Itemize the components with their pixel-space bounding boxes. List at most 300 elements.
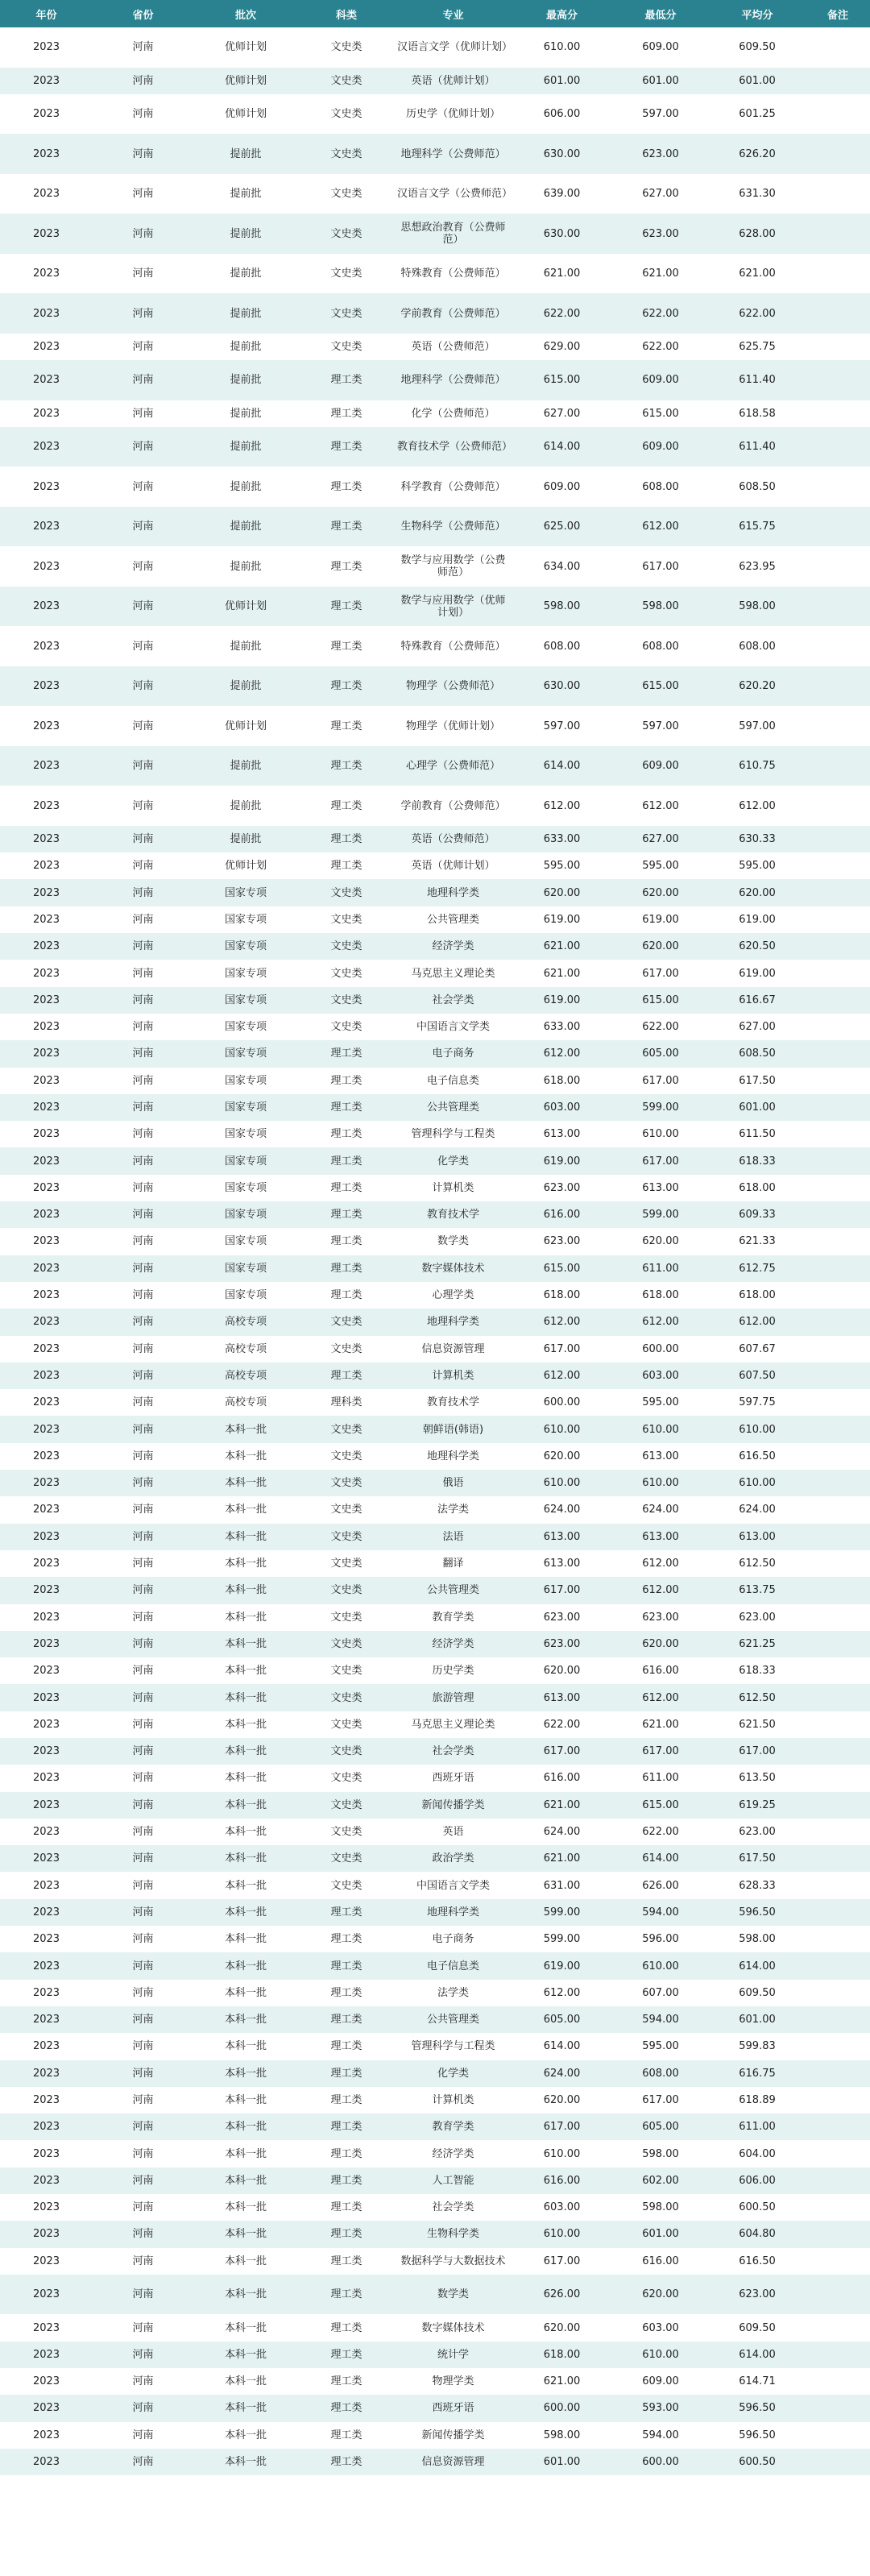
cell-remarks bbox=[806, 1765, 870, 1791]
table-row bbox=[0, 1577, 870, 1603]
cell-max-score: 617.00 bbox=[512, 1738, 612, 1765]
cell-category: 理工类 bbox=[298, 1040, 395, 1067]
cell-year: 2023 bbox=[0, 214, 93, 254]
cell-year: 2023 bbox=[0, 1684, 93, 1711]
cell-remarks bbox=[806, 1094, 870, 1121]
cell-category: 理工类 bbox=[298, 546, 395, 587]
cell-min-score: 609.00 bbox=[612, 27, 709, 68]
cell-avg-score: 618.33 bbox=[709, 1657, 806, 1684]
cell-batch: 优师计划 bbox=[193, 706, 298, 746]
cell-avg-score: 607.67 bbox=[709, 1336, 806, 1363]
cell-min-score: 613.00 bbox=[612, 1175, 709, 1201]
table-row bbox=[0, 174, 870, 214]
table-row bbox=[0, 1443, 870, 1470]
table-row bbox=[0, 400, 870, 427]
cell-province: 河南 bbox=[93, 2087, 193, 2113]
cell-year: 2023 bbox=[0, 1014, 93, 1040]
cell-max-score: 622.00 bbox=[512, 1711, 612, 1738]
cell-major: 公共管理类 bbox=[395, 1094, 512, 1121]
cell-batch: 优师计划 bbox=[193, 94, 298, 135]
cell-province: 河南 bbox=[93, 1631, 193, 1657]
table-row bbox=[0, 933, 870, 960]
cell-category: 理工类 bbox=[298, 2221, 395, 2247]
cell-max-score: 621.00 bbox=[512, 2368, 612, 2395]
cell-remarks bbox=[806, 746, 870, 786]
cell-province: 河南 bbox=[93, 666, 193, 707]
cell-major: 中国语言文学类 bbox=[395, 1014, 512, 1040]
column-header-max-score: 最高分 bbox=[512, 0, 612, 27]
cell-category: 文史类 bbox=[298, 1416, 395, 1442]
cell-year: 2023 bbox=[0, 1899, 93, 1926]
cell-max-score: 603.00 bbox=[512, 2194, 612, 2221]
cell-min-score: 620.00 bbox=[612, 1631, 709, 1657]
cell-avg-score: 628.00 bbox=[709, 214, 806, 254]
cell-province: 河南 bbox=[93, 906, 193, 933]
cell-category: 文史类 bbox=[298, 1631, 395, 1657]
cell-province: 河南 bbox=[93, 1175, 193, 1201]
cell-remarks bbox=[806, 1201, 870, 1228]
cell-avg-score: 622.00 bbox=[709, 293, 806, 334]
cell-max-score: 616.00 bbox=[512, 1201, 612, 1228]
cell-year: 2023 bbox=[0, 906, 93, 933]
cell-min-score: 622.00 bbox=[612, 334, 709, 360]
cell-batch: 本科一批 bbox=[193, 1952, 298, 1979]
cell-remarks bbox=[806, 2060, 870, 2087]
table-row bbox=[0, 467, 870, 507]
cell-batch: 提前批 bbox=[193, 174, 298, 214]
cell-remarks bbox=[806, 786, 870, 826]
cell-province: 河南 bbox=[93, 1711, 193, 1738]
cell-remarks bbox=[806, 68, 870, 94]
cell-avg-score: 609.33 bbox=[709, 1201, 806, 1228]
cell-max-score: 616.00 bbox=[512, 1765, 612, 1791]
cell-category: 文史类 bbox=[298, 987, 395, 1014]
table-row bbox=[0, 879, 870, 906]
cell-batch: 国家专项 bbox=[193, 1040, 298, 1067]
cell-year: 2023 bbox=[0, 1282, 93, 1309]
cell-major: 信息资源管理 bbox=[395, 1336, 512, 1363]
cell-major: 电子信息类 bbox=[395, 1952, 512, 1979]
cell-province: 河南 bbox=[93, 1550, 193, 1577]
cell-major: 西班牙语 bbox=[395, 2395, 512, 2421]
cell-remarks bbox=[806, 1040, 870, 1067]
cell-min-score: 607.00 bbox=[612, 1980, 709, 2006]
cell-province: 河南 bbox=[93, 1014, 193, 1040]
table-row bbox=[0, 214, 870, 254]
cell-min-score: 600.00 bbox=[612, 2449, 709, 2475]
cell-province: 河南 bbox=[93, 2221, 193, 2247]
cell-avg-score: 610.75 bbox=[709, 746, 806, 786]
cell-batch: 提前批 bbox=[193, 626, 298, 666]
cell-major: 心理学类 bbox=[395, 1282, 512, 1309]
cell-avg-score: 621.25 bbox=[709, 1631, 806, 1657]
cell-major: 物理学（优师计划） bbox=[395, 706, 512, 746]
cell-province: 河南 bbox=[93, 706, 193, 746]
table-row bbox=[0, 2140, 870, 2167]
cell-remarks bbox=[806, 1604, 870, 1631]
cell-category: 文史类 bbox=[298, 1738, 395, 1765]
cell-province: 河南 bbox=[93, 1389, 193, 1416]
cell-year: 2023 bbox=[0, 174, 93, 214]
cell-major: 思想政治教育（公费师范） bbox=[395, 214, 512, 254]
cell-max-score: 623.00 bbox=[512, 1631, 612, 1657]
cell-year: 2023 bbox=[0, 1443, 93, 1470]
cell-year: 2023 bbox=[0, 626, 93, 666]
cell-batch: 提前批 bbox=[193, 467, 298, 507]
cell-year: 2023 bbox=[0, 2140, 93, 2167]
cell-year: 2023 bbox=[0, 1952, 93, 1979]
cell-min-score: 610.00 bbox=[612, 1470, 709, 1496]
cell-major: 数字媒体技术 bbox=[395, 1255, 512, 1282]
cell-year: 2023 bbox=[0, 746, 93, 786]
cell-remarks bbox=[806, 507, 870, 547]
cell-remarks bbox=[806, 1068, 870, 1094]
cell-category: 理工类 bbox=[298, 1094, 395, 1121]
cell-category: 文史类 bbox=[298, 1765, 395, 1791]
cell-batch: 提前批 bbox=[193, 400, 298, 427]
header-row bbox=[0, 0, 870, 27]
cell-max-score: 619.00 bbox=[512, 1952, 612, 1979]
cell-year: 2023 bbox=[0, 1416, 93, 1442]
cell-min-score: 616.00 bbox=[612, 1657, 709, 1684]
cell-province: 河南 bbox=[93, 2140, 193, 2167]
cell-major: 经济学类 bbox=[395, 1631, 512, 1657]
cell-batch: 提前批 bbox=[193, 786, 298, 826]
cell-year: 2023 bbox=[0, 2275, 93, 2315]
cell-remarks bbox=[806, 1416, 870, 1442]
cell-max-score: 619.00 bbox=[512, 906, 612, 933]
cell-major: 社会学类 bbox=[395, 1738, 512, 1765]
cell-category: 文史类 bbox=[298, 1577, 395, 1603]
cell-province: 河南 bbox=[93, 1282, 193, 1309]
cell-year: 2023 bbox=[0, 987, 93, 1014]
cell-min-score: 620.00 bbox=[612, 933, 709, 960]
cell-max-score: 614.00 bbox=[512, 427, 612, 467]
table-row bbox=[0, 2033, 870, 2060]
cell-remarks bbox=[806, 1470, 870, 1496]
cell-year: 2023 bbox=[0, 1711, 93, 1738]
cell-province: 河南 bbox=[93, 2006, 193, 2033]
cell-remarks bbox=[806, 1363, 870, 1389]
cell-category: 理工类 bbox=[298, 666, 395, 707]
cell-remarks bbox=[806, 2221, 870, 2247]
cell-category: 文史类 bbox=[298, 960, 395, 986]
table-row bbox=[0, 1980, 870, 2006]
cell-year: 2023 bbox=[0, 427, 93, 467]
table-row bbox=[0, 2395, 870, 2421]
cell-min-score: 617.00 bbox=[612, 1738, 709, 1765]
cell-max-score: 600.00 bbox=[512, 1389, 612, 1416]
cell-year: 2023 bbox=[0, 2033, 93, 2060]
cell-batch: 高校专项 bbox=[193, 1363, 298, 1389]
cell-batch: 提前批 bbox=[193, 334, 298, 360]
cell-avg-score: 618.89 bbox=[709, 2087, 806, 2113]
cell-remarks bbox=[806, 706, 870, 746]
cell-batch: 本科一批 bbox=[193, 2221, 298, 2247]
cell-remarks bbox=[806, 1899, 870, 1926]
cell-year: 2023 bbox=[0, 134, 93, 174]
cell-province: 河南 bbox=[93, 826, 193, 852]
cell-province: 河南 bbox=[93, 987, 193, 1014]
cell-major: 计算机类 bbox=[395, 2087, 512, 2113]
cell-avg-score: 617.50 bbox=[709, 1845, 806, 1872]
cell-max-score: 614.00 bbox=[512, 2033, 612, 2060]
cell-min-score: 601.00 bbox=[612, 2221, 709, 2247]
cell-remarks bbox=[806, 1631, 870, 1657]
cell-min-score: 594.00 bbox=[612, 2006, 709, 2033]
cell-max-score: 616.00 bbox=[512, 2167, 612, 2194]
cell-batch: 本科一批 bbox=[193, 1926, 298, 1952]
cell-remarks bbox=[806, 1872, 870, 1898]
cell-max-score: 608.00 bbox=[512, 626, 612, 666]
cell-batch: 国家专项 bbox=[193, 1175, 298, 1201]
cell-major: 汉语言文学（公费师范） bbox=[395, 174, 512, 214]
cell-year: 2023 bbox=[0, 1336, 93, 1363]
cell-min-score: 611.00 bbox=[612, 1765, 709, 1791]
cell-year: 2023 bbox=[0, 1872, 93, 1898]
table-row bbox=[0, 1470, 870, 1496]
cell-remarks bbox=[806, 1014, 870, 1040]
cell-avg-score: 601.00 bbox=[709, 1094, 806, 1121]
table-row bbox=[0, 68, 870, 94]
cell-batch: 国家专项 bbox=[193, 987, 298, 1014]
cell-max-score: 618.00 bbox=[512, 1282, 612, 1309]
cell-major: 教育学类 bbox=[395, 1604, 512, 1631]
cell-province: 河南 bbox=[93, 254, 193, 294]
cell-avg-score: 611.40 bbox=[709, 360, 806, 400]
cell-min-score: 597.00 bbox=[612, 706, 709, 746]
cell-remarks bbox=[806, 2342, 870, 2368]
cell-major: 数据科学与大数据技术 bbox=[395, 2248, 512, 2275]
cell-avg-score: 613.00 bbox=[709, 1524, 806, 1550]
cell-remarks bbox=[806, 987, 870, 1014]
cell-major: 计算机类 bbox=[395, 1363, 512, 1389]
cell-batch: 本科一批 bbox=[193, 1684, 298, 1711]
cell-category: 理工类 bbox=[298, 2113, 395, 2140]
cell-avg-score: 620.00 bbox=[709, 879, 806, 906]
cell-major: 地理科学（公费师范） bbox=[395, 134, 512, 174]
cell-category: 理工类 bbox=[298, 1952, 395, 1979]
cell-year: 2023 bbox=[0, 960, 93, 986]
cell-min-score: 610.00 bbox=[612, 1952, 709, 1979]
cell-year: 2023 bbox=[0, 1550, 93, 1577]
cell-batch: 优师计划 bbox=[193, 852, 298, 879]
cell-min-score: 622.00 bbox=[612, 1014, 709, 1040]
cell-min-score: 623.00 bbox=[612, 214, 709, 254]
cell-min-score: 603.00 bbox=[612, 1363, 709, 1389]
cell-major: 英语（优师计划） bbox=[395, 852, 512, 879]
table-row bbox=[0, 2087, 870, 2113]
cell-remarks bbox=[806, 1175, 870, 1201]
table-row bbox=[0, 1416, 870, 1442]
cell-major: 地理科学类 bbox=[395, 1443, 512, 1470]
cell-year: 2023 bbox=[0, 1470, 93, 1496]
table-row bbox=[0, 293, 870, 334]
cell-remarks bbox=[806, 214, 870, 254]
cell-major: 英语（公费师范） bbox=[395, 334, 512, 360]
cell-province: 河南 bbox=[93, 1952, 193, 1979]
cell-min-score: 619.00 bbox=[612, 906, 709, 933]
table-row bbox=[0, 1765, 870, 1791]
cell-batch: 本科一批 bbox=[193, 2167, 298, 2194]
table-row bbox=[0, 1711, 870, 1738]
cell-batch: 优师计划 bbox=[193, 587, 298, 627]
cell-category: 理工类 bbox=[298, 746, 395, 786]
cell-avg-score: 613.75 bbox=[709, 1577, 806, 1603]
cell-province: 河南 bbox=[93, 1980, 193, 2006]
cell-avg-score: 611.50 bbox=[709, 1121, 806, 1147]
table-header bbox=[0, 0, 870, 27]
cell-major: 计算机类 bbox=[395, 1175, 512, 1201]
cell-max-score: 612.00 bbox=[512, 786, 612, 826]
cell-min-score: 620.00 bbox=[612, 2275, 709, 2315]
table-row bbox=[0, 746, 870, 786]
cell-max-score: 627.00 bbox=[512, 400, 612, 427]
cell-year: 2023 bbox=[0, 1765, 93, 1791]
table-row bbox=[0, 1389, 870, 1416]
cell-year: 2023 bbox=[0, 254, 93, 294]
cell-year: 2023 bbox=[0, 1201, 93, 1228]
cell-year: 2023 bbox=[0, 1657, 93, 1684]
cell-remarks bbox=[806, 1496, 870, 1523]
cell-province: 河南 bbox=[93, 334, 193, 360]
cell-max-score: 639.00 bbox=[512, 174, 612, 214]
cell-province: 河南 bbox=[93, 2314, 193, 2341]
cell-batch: 本科一批 bbox=[193, 2140, 298, 2167]
cell-province: 河南 bbox=[93, 1309, 193, 1335]
cell-remarks bbox=[806, 1228, 870, 1255]
cell-remarks bbox=[806, 27, 870, 68]
cell-year: 2023 bbox=[0, 2113, 93, 2140]
cell-avg-score: 609.50 bbox=[709, 1980, 806, 2006]
table-row bbox=[0, 1952, 870, 1979]
cell-year: 2023 bbox=[0, 1389, 93, 1416]
cell-major: 教育技术学 bbox=[395, 1389, 512, 1416]
cell-major: 新闻传播学类 bbox=[395, 1792, 512, 1819]
cell-max-score: 619.00 bbox=[512, 987, 612, 1014]
cell-major: 电子信息类 bbox=[395, 1068, 512, 1094]
cell-category: 文史类 bbox=[298, 1604, 395, 1631]
cell-avg-score: 612.75 bbox=[709, 1255, 806, 1282]
column-header-remarks: 备注 bbox=[806, 0, 870, 27]
cell-batch: 本科一批 bbox=[193, 1980, 298, 2006]
cell-category: 文史类 bbox=[298, 1014, 395, 1040]
cell-remarks bbox=[806, 2422, 870, 2449]
cell-batch: 本科一批 bbox=[193, 2194, 298, 2221]
cell-batch: 提前批 bbox=[193, 666, 298, 707]
cell-major: 学前教育（公费师范） bbox=[395, 786, 512, 826]
cell-min-score: 595.00 bbox=[612, 2033, 709, 2060]
cell-batch: 本科一批 bbox=[193, 2033, 298, 2060]
cell-avg-score: 600.50 bbox=[709, 2194, 806, 2221]
cell-max-score: 612.00 bbox=[512, 1309, 612, 1335]
cell-max-score: 620.00 bbox=[512, 2087, 612, 2113]
cell-max-score: 624.00 bbox=[512, 1496, 612, 1523]
cell-max-score: 634.00 bbox=[512, 546, 612, 587]
table-row bbox=[0, 1282, 870, 1309]
table-row bbox=[0, 2167, 870, 2194]
cell-province: 河南 bbox=[93, 2033, 193, 2060]
cell-min-score: 615.00 bbox=[612, 987, 709, 1014]
cell-avg-score: 612.00 bbox=[709, 1309, 806, 1335]
cell-avg-score: 625.75 bbox=[709, 334, 806, 360]
cell-min-score: 614.00 bbox=[612, 1845, 709, 1872]
cell-min-score: 595.00 bbox=[612, 852, 709, 879]
cell-remarks bbox=[806, 2167, 870, 2194]
cell-max-score: 633.00 bbox=[512, 1014, 612, 1040]
cell-year: 2023 bbox=[0, 1147, 93, 1174]
cell-avg-score: 612.50 bbox=[709, 1550, 806, 1577]
cell-province: 河南 bbox=[93, 1416, 193, 1442]
cell-remarks bbox=[806, 666, 870, 707]
table-row bbox=[0, 360, 870, 400]
cell-remarks bbox=[806, 134, 870, 174]
cell-province: 河南 bbox=[93, 68, 193, 94]
cell-category: 理工类 bbox=[298, 587, 395, 627]
cell-major: 马克思主义理论类 bbox=[395, 1711, 512, 1738]
cell-category: 文史类 bbox=[298, 254, 395, 294]
cell-batch: 本科一批 bbox=[193, 1577, 298, 1603]
cell-avg-score: 609.50 bbox=[709, 27, 806, 68]
cell-remarks bbox=[806, 1738, 870, 1765]
cell-major: 社会学类 bbox=[395, 2194, 512, 2221]
cell-batch: 国家专项 bbox=[193, 1228, 298, 1255]
cell-batch: 本科一批 bbox=[193, 2087, 298, 2113]
cell-remarks bbox=[806, 2449, 870, 2475]
table-row bbox=[0, 1309, 870, 1335]
cell-province: 河南 bbox=[93, 2275, 193, 2315]
cell-major: 地理科学（公费师范） bbox=[395, 360, 512, 400]
cell-remarks bbox=[806, 2395, 870, 2421]
cell-avg-score: 618.33 bbox=[709, 1147, 806, 1174]
cell-province: 河南 bbox=[93, 1792, 193, 1819]
cell-year: 2023 bbox=[0, 2395, 93, 2421]
cell-max-score: 613.00 bbox=[512, 1524, 612, 1550]
cell-remarks bbox=[806, 2194, 870, 2221]
cell-batch: 高校专项 bbox=[193, 1309, 298, 1335]
cell-avg-score: 615.75 bbox=[709, 507, 806, 547]
table-row bbox=[0, 826, 870, 852]
cell-batch: 本科一批 bbox=[193, 2449, 298, 2475]
cell-remarks bbox=[806, 1952, 870, 1979]
cell-province: 河南 bbox=[93, 1040, 193, 1067]
cell-category: 文史类 bbox=[298, 1443, 395, 1470]
cell-category: 文史类 bbox=[298, 68, 395, 94]
cell-batch: 提前批 bbox=[193, 214, 298, 254]
cell-province: 河南 bbox=[93, 94, 193, 135]
cell-min-score: 623.00 bbox=[612, 1604, 709, 1631]
cell-avg-score: 612.00 bbox=[709, 786, 806, 826]
cell-avg-score: 617.50 bbox=[709, 1068, 806, 1094]
cell-min-score: 621.00 bbox=[612, 1711, 709, 1738]
cell-year: 2023 bbox=[0, 1228, 93, 1255]
cell-avg-score: 616.50 bbox=[709, 1443, 806, 1470]
cell-province: 河南 bbox=[93, 1899, 193, 1926]
cell-category: 理工类 bbox=[298, 2449, 395, 2475]
cell-category: 文史类 bbox=[298, 906, 395, 933]
cell-batch: 本科一批 bbox=[193, 1416, 298, 1442]
cell-avg-score: 616.67 bbox=[709, 987, 806, 1014]
cell-year: 2023 bbox=[0, 1738, 93, 1765]
cell-avg-score: 621.50 bbox=[709, 1711, 806, 1738]
cell-batch: 国家专项 bbox=[193, 1255, 298, 1282]
cell-avg-score: 626.20 bbox=[709, 134, 806, 174]
cell-batch: 国家专项 bbox=[193, 1121, 298, 1147]
cell-max-score: 630.00 bbox=[512, 214, 612, 254]
cell-major: 数字媒体技术 bbox=[395, 2314, 512, 2341]
table-row bbox=[0, 1094, 870, 1121]
table-row bbox=[0, 2248, 870, 2275]
